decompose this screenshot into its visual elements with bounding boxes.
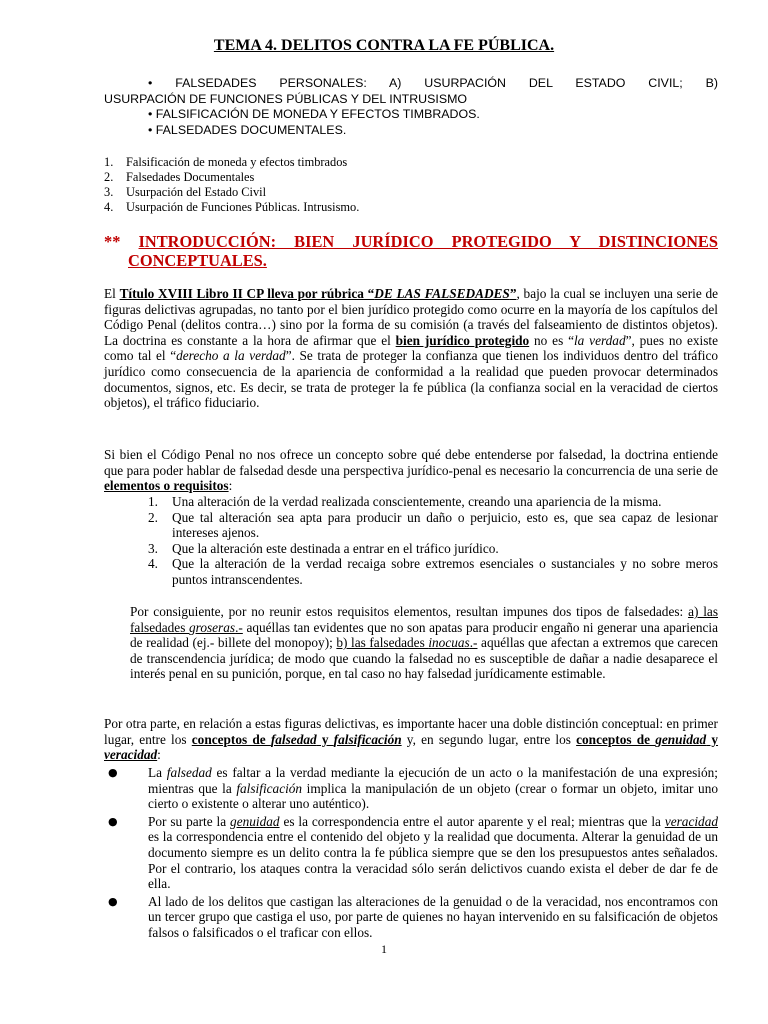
index-item: 1. Falsificación de moneda y efectos timbrados [104, 155, 348, 169]
topic-item-2: • FALSIFICACIÓN DE MONEDA Y EFECTOS TIMBRADOS. [148, 107, 480, 122]
bullet-icon: ● [108, 766, 118, 779]
paragraph-impunes: Por consiguiente, por no reunir estos requisitos elementos, resultan impunes dos tipos de falsedades: a) las falsedades groseras.- aquéllas tan evidentes que no son apatas para producir engaño ni generar una apariencia de realidad (ej.- billete del monopoy); b) las falsedades inocuas.- aquéllas que afectan a extremos que carecen de transcendencia jurídica; de modo que cuando la falsedad no es susceptible de dañar a nadie desaparece el interés penal en su punición, porque, en tal caso no hay falsedad jurídicamente estimable. [130, 604, 719, 682]
topic-item-1-line1: • FALSEDADES PERSONALES: A) USURPACIÓN DEL ESTADO CIVIL; B) [148, 76, 718, 90]
topic-list [104, 76, 718, 138]
distinction-item: ● Por su parte la genuidad es la correspondencia entre el autor aparente y el real; mientras que la veracidad es la correspondencia entre el contenido del objeto y la realidad que documenta. Alterar la genuidad de un documento siempre es un delito contra la fe pública siempre que se den los presupuestos antes señalados. Por el contrario, los ataques contra la veracidad sólo serán delictivos cuando exista el deber de dar fe de ella. [108, 813, 718, 892]
page-number: 1 [381, 942, 387, 956]
index-item: 4. Usurpación de Funciones Públicas. Intrusismo. [104, 200, 360, 214]
paragraph-intro: El Título XVIII Libro II CP lleva por rúbrica “DE LAS FALSEDADES”, bajo la cual se incluyen una serie de figuras delictivas agrupadas, no tanto por el bien jurídico protegido como ocurre en la mayoría de los capítulos del Código Penal (delitos contra…) sino por la forma de su comisión (a través del falseamiento de distintos objetos). La doctrina es constante a la hora de afirmar que el bien jurídico protegido no es “la verdad”, pues no existe como tal el “derecho a la verdad”. Se trata de proteger la confianza que tienen los individuos dentro del tráfico jurídico como consecuencia de la apariencia de conformidad a la realidad que pueden provocar determinados documentos, signos, etc. Es decir, se trata de proteger la fe pública (la confianza social en la veracidad de ciertos objetos), el tráfico fiduciario. [104, 286, 719, 411]
topic-item-1-line2: USURPACIÓN DE FUNCIONES PÚBLICAS Y DEL INTRUSISMO [104, 91, 468, 106]
section-heading: ** INTRODUCCIÓN: BIEN JURÍDICO PROTEGIDO Y DISTINCIONES CONCEPTUALES. [104, 232, 718, 270]
bullet-icon: ● [108, 894, 118, 908]
paragraph-requisitos: Si bien el Código Penal no nos ofrece un concepto sobre qué debe entenderse por falsedad, la doctrina entiende que para poder hablar de falsedad desde una perspectiva jurídico-penal es necesario la concurrencia de una serie de elementos o requisitos: [104, 447, 718, 494]
numbered-index [104, 155, 359, 215]
distinction-list [104, 765, 718, 941]
distinction-item: ● La falsedad es faltar a la verdad mediante la ejecución de un acto o la manifestación de una expresión; mientras que la falsificación implica la manipulación de un objeto (crear o formar un objeto, imitar uno cierto o existente o alterar uno auténtico). [108, 765, 718, 812]
bullet-icon: ● [108, 814, 118, 828]
requisito-item: 4. Que la alteración de la verdad recaiga sobre extremos esenciales o sustanciales y no sobre meros puntos intranscendentes. [148, 556, 718, 587]
requisito-item: 3. Que la alteración este destinada a entrar en el tráfico jurídico. [148, 540, 499, 556]
requisitos-list [148, 494, 718, 588]
paragraph-distinciones: Por otra parte, en relación a estas figuras delictivas, es importante hacer una doble distinción conceptual: en primer lugar, entre los conceptos de falsedad y falsificación y, en segundo lugar, entre los conceptos de genuidad y veracidad: [104, 716, 719, 763]
requisito-item: 1. Una alteración de la verdad realizada conscientemente, creando una apariencia de la misma. [148, 494, 662, 509]
topic-item-3: • FALSEDADES DOCUMENTALES. [148, 122, 347, 137]
requisito-item: 2. Que tal alteración sea apta para producir un daño o perjuicio, esto es, que sea capaz de lesionar intereses ajenos. [148, 509, 718, 541]
index-item: 3. Usurpación del Estado Civil [104, 185, 267, 199]
page-title: TEMA 4. DELITOS CONTRA LA FE PÚBLICA. [213, 37, 555, 54]
index-item: 2. Falsedades Documentales [104, 170, 255, 184]
distinction-item: ● Al lado de los delitos que castigan las alteraciones de la genuidad o de la veracidad, nos encontramos con un tercer grupo que castiga el uso, por parte de quienes no hayan intervenido en su falsificación de objetos falsos o falsificados o el traficar con ellos. [108, 893, 718, 940]
